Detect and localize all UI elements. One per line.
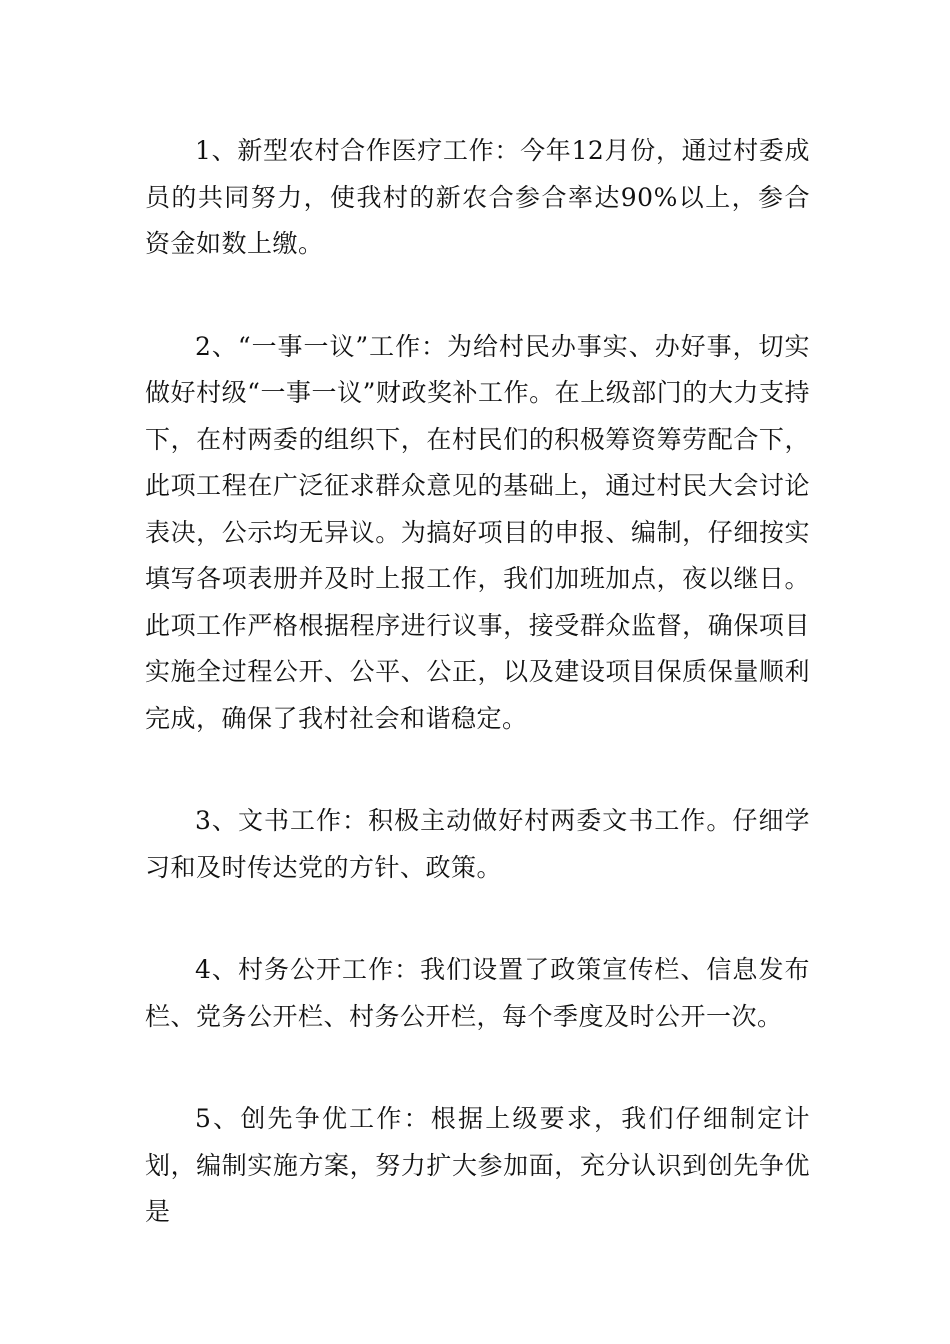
paragraph-1: 1、新型农村合作医疗工作：今年12月份，通过村委成员的共同努力，使我村的新农合参合率达90%以上，参合资金如数上缴。 [145,136,810,258]
document-body [145,128,810,1236]
paragraph-5: 5、创先争优工作：根据上级要求，我们仔细制定计划，编制实施方案，努力扩大参加面，充分认识到创先争优是 [145,1104,810,1226]
paragraph-4: 4、村务公开工作：我们设置了政策宣传栏、信息发布栏、党务公开栏、村务公开栏，每个季度及时公开一次。 [145,955,810,1031]
paragraph-2: 2、“一事一议”工作：为给村民办事实、办好事，切实做好村级“一事一议”财政奖补工作。在上级部门的大力支持下，在村两委的组织下，在村民们的积极筹资筹劳配合下，此项工程在广泛征求群众意见的基础上，通过村民大会讨论表决，公示均无异议。为搞好项目的申报、编制，仔细按实填写各项表册并及时上报工作，我们加班加点，夜以继日。此项工作严格根据程序进行议事，接受群众监督，确保项目实施全过程公开、公平、公正，以及建设项目保质保量顺利完成，确保了我村社会和谐稳定。 [145,331,810,733]
paragraph-3: 3、文书工作：积极主动做好村两委文书工作。仔细学习和及时传达党的方针、政策。 [145,806,810,882]
